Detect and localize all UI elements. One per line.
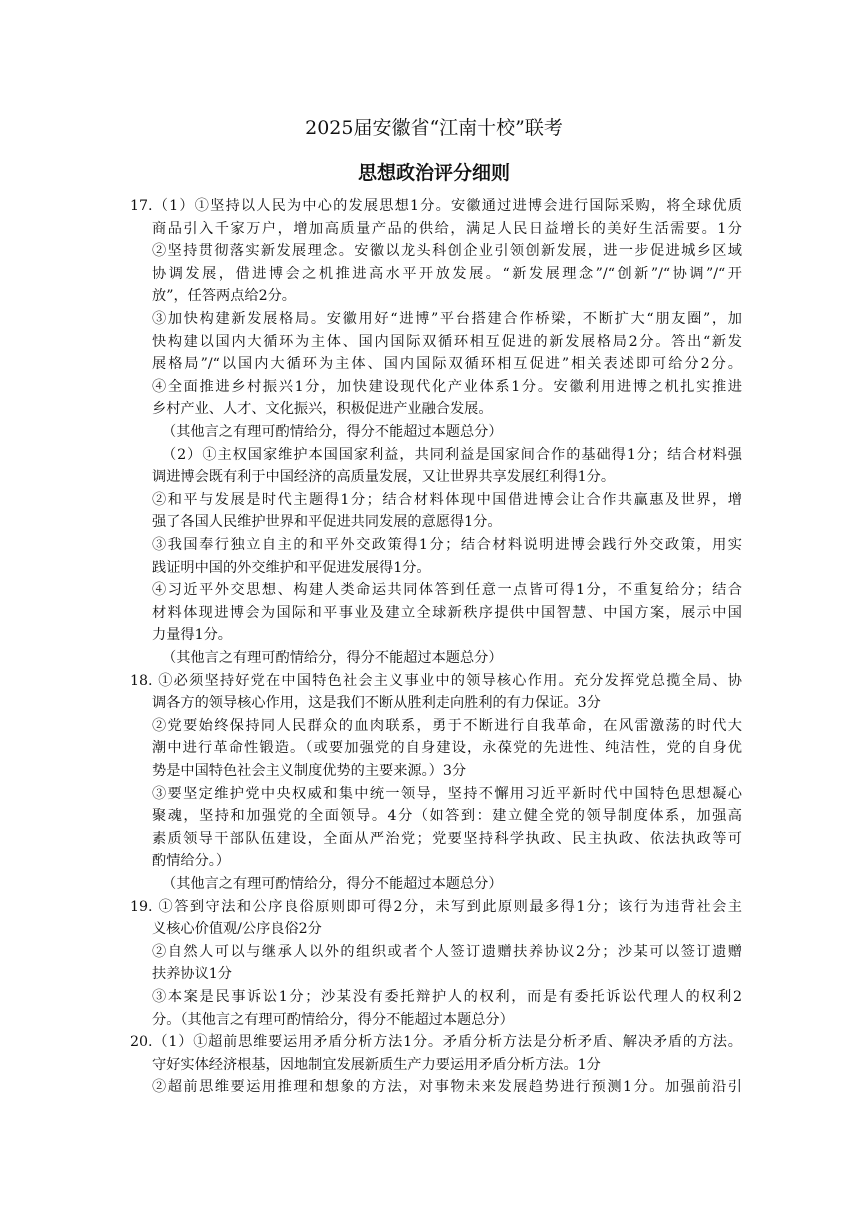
text-line: ②自然人可以与继承人以外的组织或者个人签订遗赠扶养协议2分；沙某可以签订遗赠 [152, 943, 742, 960]
text-line: ③加快构建新发展格局。安徽用好“进博”平台搭建合作桥梁，不断扩大“朋友圈”，加 [152, 311, 742, 327]
text-line: 强了各国人民维护世界和平促进共同发展的意愿得1分。 [152, 514, 502, 531]
text-line: 聚魂，坚持和加强党的全面领导。4分（如答到：建立健全党的领导制度体系，加强高 [152, 808, 742, 825]
text-line: 放”，任答两点给2分。 [152, 288, 296, 305]
text-line: ③本案是民事诉讼1分；沙某没有委托辩护人的权利，而是有委托诉讼代理人的权利2 [152, 989, 742, 1005]
text-line: 20.（1）①超前思维要运用矛盾分析方法1分。矛盾分析方法是分析矛盾、解决矛盾的方法。 [130, 1034, 742, 1051]
text-line: 乡村产业、人才、文化振兴，积极促进产业融合发展。 [152, 401, 493, 418]
text-line: ②和平与发展是时代主题得1分；结合材料体现中国借进博会让合作共赢惠及世界，增 [152, 491, 742, 508]
text-line: ③我国奉行独立自主的和平外交政策得1分；结合材料说明进博会践行外交政策，用实 [152, 537, 742, 553]
text-line: 协调发展，借进博会之机推进高水平开放发展。“新发展理念”/“创新”/“协调”/“开 [152, 265, 742, 282]
text-line: 力量得1分。 [152, 627, 232, 644]
text-line: 势是中国特色社会主义制度优势的主要来源。）3分 [152, 763, 467, 779]
text-line: ④习近平外交思想、构建人类命运共同体答到任意一点皆可得1分，不重复给分；结合 [152, 582, 742, 599]
text-line: 分。（其他言之有理可酌情给分，得分不能超过本题总分） [152, 1011, 514, 1028]
text-line: ②党要始终保持同人民群众的血肉联系，勇于不断进行自我革命，在风雷激荡的时代大 [152, 717, 742, 734]
text-line: 展格局”/“以国内大循环为主体、国内国际双循环相互促进”相关表述即可给分2分。 [152, 356, 742, 373]
text-line: ③要坚定维护党中央权威和集中统一领导，坚持不懈用习近平新时代中国特色思想凝心 [152, 785, 742, 802]
text-line: 商品引入千家万户，增加高质量产品的供给，满足人民日益增长的美好生活需要。1分 [152, 220, 742, 237]
text-line: 素质领导干部队伍建设，全面从严治党；党要坚持科学执政、民主执政、依法执政等可 [152, 830, 742, 847]
text-line: （其他言之有理可酌情给分，得分不能超过本题总分） [162, 650, 503, 666]
text-line: 守好实体经济根基，因地制宜发展新质生产力要运用矛盾分析方法。1分 [152, 1056, 601, 1073]
text-line: （其他言之有理可酌情给分，得分不能超过本题总分） [162, 424, 503, 440]
text-line: 18. ①必须坚持好党在中国特色社会主义事业中的领导核心作用。充分发挥党总揽全局、协 [130, 672, 742, 689]
text-line: 潮中进行革命性锻造。（或要加强党的自身建设，永葆党的先进性、纯洁性，党的自身优 [152, 740, 742, 757]
document-subtitle: 思想政治评分细则 [357, 162, 510, 184]
text-line: 快构建以国内大循环为主体、国内国际双循环相互促进的新发展格局2分。答出“新发 [152, 333, 742, 350]
text-line: 材料体现进博会为国际和平事业及建立全球新秩序提供中国智慧、中国方案，展示中国 [152, 604, 742, 621]
text-line: 调各方的领导核心作用，这是我们不断从胜利走向胜利的有力保证。3分 [152, 695, 601, 712]
text-line: ②超前思维要运用推理和想象的方法，对事物未来发展趋势进行预测1分。加强前沿引 [152, 1079, 742, 1096]
text-line: 调进博会既有利于中国经济的高质量发展，又让世界共享发展红利得1分。 [152, 469, 616, 486]
text-line: 扶养协议1分 [152, 966, 232, 983]
text-line: 酌情给分。） [152, 853, 231, 870]
text-line: （2）①主权国家维护本国国家利益，共同利益是国家间合作的基础得1分；结合材料强 [162, 446, 742, 463]
text-line: 17.（1）①坚持以人民为中心的发展思想1分。安徽通过进博会进行国际采购，将全球优质 [130, 198, 742, 214]
text-line: 19. ①答到守法和公序良俗原则即可得2分，未写到此原则最多得1分；该行为违背社会主 [130, 898, 742, 915]
text-line: ②坚持贯彻落实新发展理念。安徽以龙头科创企业引领创新发展，进一步促进城乡区域 [152, 243, 742, 260]
text-line: （其他言之有理可酌情给分，得分不能超过本题总分） [162, 876, 503, 892]
document-title: 2025届安徽省“江南十校”联考 [305, 117, 563, 139]
text-line: ④全面推进乡村振兴1分，加快建设现代化产业体系1分。安徽利用进博之机扎实推进 [152, 378, 742, 395]
text-line: 践证明中国的外交维护和平促进发展得1分。 [152, 559, 431, 576]
text-line: 义核心价值观/公序良俗2分 [152, 921, 322, 938]
